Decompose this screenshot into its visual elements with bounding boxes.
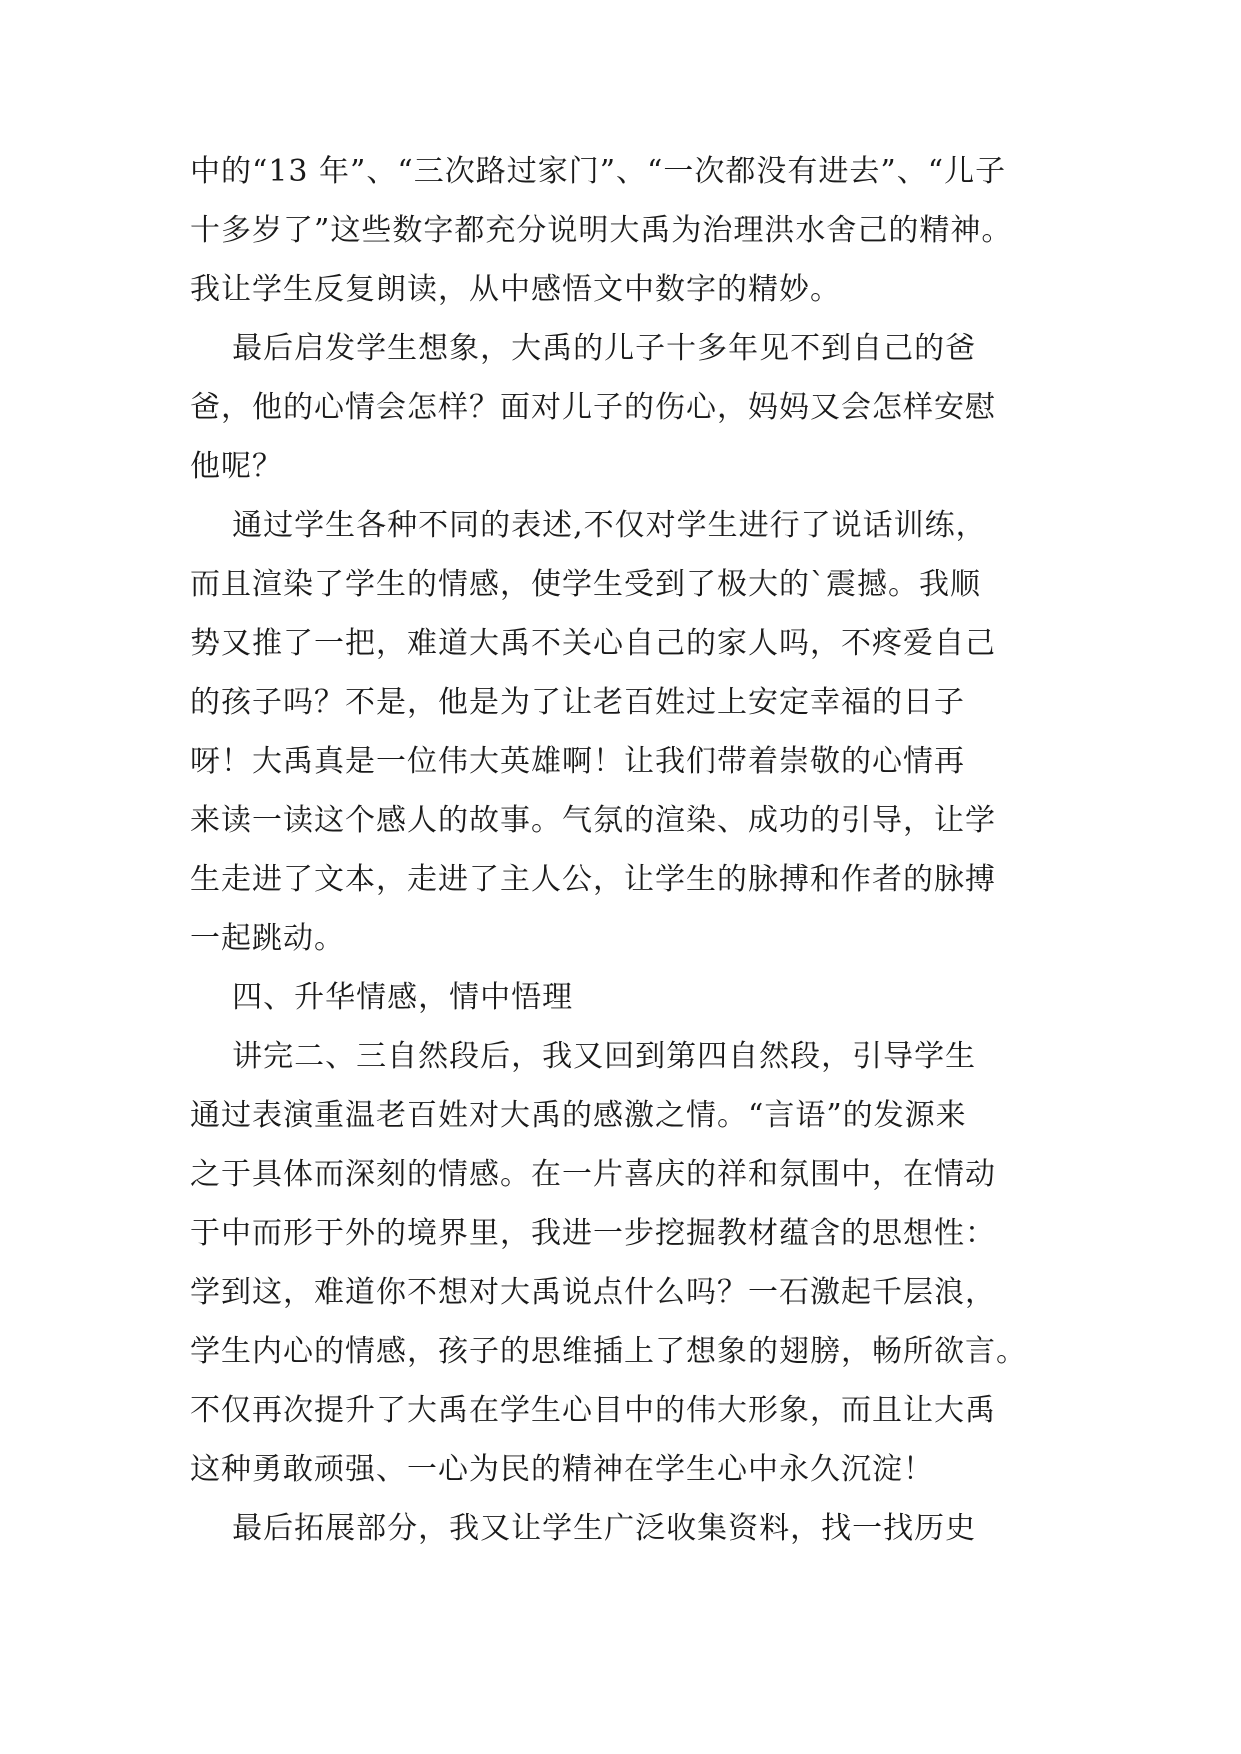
text-line: 于中而形于外的境界里，我进一步挖掘教材蕴含的思想性：: [190, 1216, 996, 1251]
text-line: 学生内心的情感，孩子的思维插上了想象的翅膀，畅所欲言。: [190, 1334, 1027, 1369]
text-line: 不仅再次提升了大禹在学生心目中的伟大形象，而且让大禹: [190, 1393, 996, 1428]
text-line: 生走进了文本，走进了主人公，让学生的脉搏和作者的脉搏: [190, 862, 996, 897]
text-line: 通过学生各种不同的表述,不仅对学生进行了说话训练，: [190, 508, 987, 543]
text-line: 我让学生反复朗读，从中感悟文中数字的精妙。: [190, 272, 841, 307]
text-line: 最后拓展部分，我又让学生广泛收集资料，找一找历史: [190, 1511, 977, 1546]
text-line: 之于具体而深刻的情感。在一片喜庆的祥和氛围中，在情动: [190, 1157, 996, 1192]
text-line: 他呢？: [190, 449, 283, 484]
text-line: 来读一读这个感人的故事。气氛的渲染、成功的引导，让学: [190, 803, 996, 838]
text-line: 学到这，难道你不想对大禹说点什么吗？一石激起千层浪，: [190, 1275, 996, 1310]
text-line: 呀！大禹真是一位伟大英雄啊！让我们带着崇敬的心情再: [190, 744, 965, 779]
body-text: [190, 153, 1090, 1569]
section-heading: 四、升华情感，情中悟理: [190, 980, 574, 1015]
text-line: 这种勇敢顽强、一心为民的精神在学生心中永久沉淀！: [190, 1452, 934, 1487]
text-line: 讲完二、三自然段后，我又回到第四自然段，引导学生: [190, 1039, 977, 1074]
text-line: 一起跳动。: [190, 921, 345, 956]
text-line: 中的“13 年”、“三次路过家门”、“一次都没有进去”、“儿子: [190, 154, 1007, 189]
text-line: 十多岁了”这些数字都充分说明大禹为治理洪水舍己的精神。: [190, 213, 1013, 248]
text-line: 势又推了一把，难道大禹不关心自己的家人吗，不疼爱自己: [190, 626, 996, 661]
text-line: 而且渲染了学生的情感，使学生受到了极大的`震撼。我顺: [190, 567, 981, 602]
text-line: 爸，他的心情会怎样？面对儿子的伤心，妈妈又会怎样安慰: [190, 390, 996, 425]
text-line: 最后启发学生想象，大禹的儿子十多年见不到自己的爸: [190, 331, 977, 366]
text-line: 通过表演重温老百姓对大禹的感激之情。“言语”的发源来: [190, 1098, 967, 1133]
text-line: 的孩子吗？不是，他是为了让老百姓过上安定幸福的日子: [190, 685, 965, 720]
